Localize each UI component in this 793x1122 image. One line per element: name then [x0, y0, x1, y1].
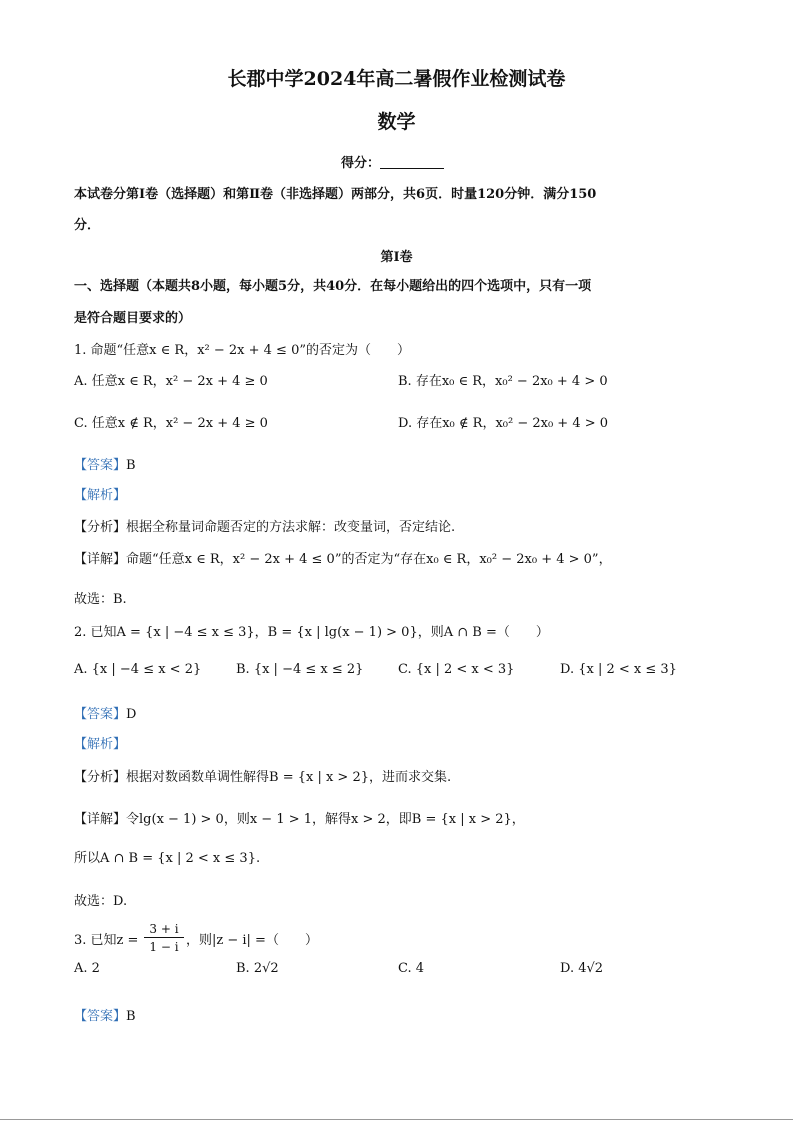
score-field: [341, 152, 444, 171]
page-title: 长郡中学2024年高二暑假作业检测试卷: [227, 68, 566, 90]
q3-option-b: B. 2√2: [236, 961, 279, 976]
intro-line-2: 分．: [74, 218, 101, 233]
q2-option-d: D. {x | 2 < x ≤ 3}: [560, 662, 677, 677]
q1-fenxi-text: 根据全称量词命题否定的方法求解：改变量词，否定结论.: [126, 520, 456, 535]
q2-answer-value: D: [126, 707, 137, 722]
q3-fraction-denominator: 1 − i: [149, 940, 179, 954]
q3-fraction-numerator: 3 + i: [144, 921, 184, 938]
xiangjie-label: 【详解】: [74, 552, 127, 567]
q3-option-c: C. 4: [398, 961, 425, 976]
q2-answer: [74, 703, 136, 722]
score-label: 得分：: [341, 156, 381, 171]
fenxi-label: 【分析】: [74, 770, 127, 785]
q3-answer: [74, 1005, 136, 1024]
q2-fenxi-text: 根据对数函数单调性解得B = {x | x > 2}，进而求交集.: [126, 770, 452, 785]
q1-answer-value: B: [126, 458, 136, 473]
q1-option-b: B. 存在x₀ ∈ R，x₀² − 2x₀ + 4 > 0: [398, 374, 608, 389]
volume-title: 第Ⅰ卷: [380, 250, 413, 265]
q1-option-d: D. 存在x₀ ∉ R，x₀² − 2x₀ + 4 > 0: [398, 416, 609, 431]
answer-label: 【答案】: [74, 458, 127, 473]
q2-fenxi: [74, 766, 451, 785]
q2-xiangjie: [74, 808, 525, 827]
score-blank: [380, 156, 444, 169]
q3-stem-suffix: ，则|z − i| =（ ）: [186, 933, 318, 948]
xiangjie-label: 【详解】: [74, 812, 127, 827]
q1-option-a: A. 任意x ∈ R，x² − 2x + 4 ≥ 0: [74, 374, 268, 389]
q1-conclusion: 故选：B.: [74, 592, 127, 607]
q1-answer: [74, 454, 136, 473]
q2-xiangjie-text: 令lg(x − 1) > 0，则x − 1 > 1，解得x > 2，即B = {x | x > 2}，: [126, 812, 525, 827]
q3-option-a: A. 2: [74, 961, 100, 976]
q1-stem: 1. 命题“任意x ∈ R，x² − 2x + 4 ≤ 0”的否定为（ ）: [74, 343, 410, 358]
section-heading-line-2: 是符合题目要求的）: [74, 311, 192, 326]
q2-option-a: A. {x | −4 ≤ x < 2}: [74, 662, 202, 677]
q1-option-c: C. 任意x ∉ R，x² − 2x + 4 ≥ 0: [74, 416, 268, 431]
fenxi-label: 【分析】: [74, 520, 127, 535]
q2-analysis-label: 【解析】: [74, 737, 127, 752]
subject-title: 数学: [377, 111, 416, 133]
q2-line-2: 所以A ∩ B = {x | 2 < x ≤ 3}.: [74, 851, 261, 866]
q3-answer-value: B: [126, 1009, 136, 1024]
q2-conclusion: 故选：D.: [74, 894, 128, 909]
q2-option-b: B. {x | −4 ≤ x ≤ 2}: [236, 662, 364, 677]
q1-analysis-label: 【解析】: [74, 488, 127, 503]
page-bottom-divider: [0, 1119, 793, 1120]
q1-xiangjie-text: 命题“任意x ∈ R，x² − 2x + 4 ≤ 0”的否定为“存在x₀ ∈ R，x₀² − 2x₀ + 4 > 0”，: [126, 552, 612, 567]
q1-fenxi: [74, 516, 455, 535]
answer-label: 【答案】: [74, 707, 127, 722]
q2-option-c: C. {x | 2 < x < 3}: [398, 662, 515, 677]
section-heading-line-1: 一、选择题（本题共8小题，每小题5分，共40分．在每小题给出的四个选项中，只有一项: [74, 279, 592, 294]
q3-option-d: D. 4√2: [560, 961, 604, 976]
q2-stem: 2. 已知A = {x | −4 ≤ x ≤ 3}，B = {x | lg(x − 1) > 0}，则A ∩ B =（ ）: [74, 625, 549, 640]
q1-xiangjie: [74, 548, 612, 567]
answer-label: 【答案】: [74, 1009, 127, 1024]
intro-line-1: 本试卷分第Ⅰ卷（选择题）和第Ⅱ卷（非选择题）两部分，共6页．时量120分钟．满分150: [74, 187, 597, 202]
q3-stem-prefix: 3. 已知z =: [74, 933, 139, 948]
